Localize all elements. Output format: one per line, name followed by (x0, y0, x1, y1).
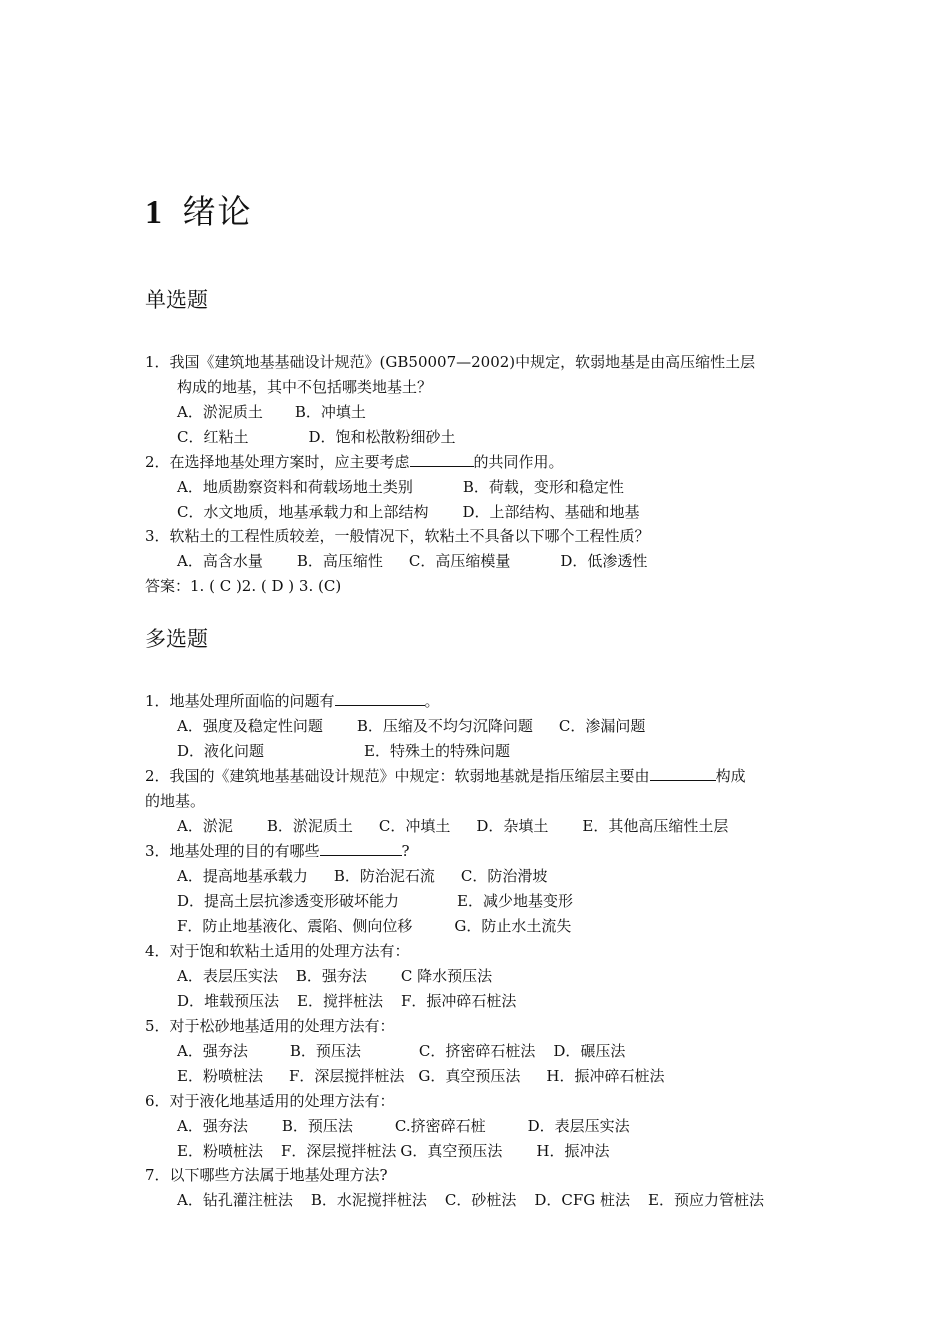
multi-q1-options-row2 (177, 742, 510, 760)
multi-q4-options-row2 (177, 992, 516, 1010)
option: D．碾压法 (553, 1042, 626, 1060)
option: B．防治泥石流 (333, 867, 435, 885)
option: F．深层搅拌桩法 (280, 1142, 397, 1160)
option: F．振冲碎石桩法 (400, 992, 517, 1010)
answer-blank (320, 842, 402, 856)
single-choice-heading: 单选题 (145, 288, 208, 312)
option: D．表层压实法 (527, 1117, 630, 1135)
option: B．预压法 (281, 1117, 353, 1135)
option: B．强夯法 (295, 967, 367, 985)
multi-q3-options-row1 (177, 867, 547, 885)
multi-q5-options-row1 (177, 1042, 625, 1060)
option: E．预应力管桩法 (648, 1191, 764, 1209)
option: C．水文地质，地基承载力和上部结构 (177, 503, 429, 521)
option: E．粉喷桩法 (177, 1067, 263, 1085)
multi-q7-options (177, 1191, 764, 1209)
chapter-title (145, 186, 253, 233)
chapter-number: 1 (145, 194, 164, 231)
option: D．上部结构、基础和地基 (462, 503, 640, 521)
single-q2: 2．在选择地基处理方案时，应主要考虑 的共同作用。 (145, 453, 564, 471)
multi-choice-heading: 多选题 (145, 627, 208, 651)
option: A．强夯法 (177, 1117, 248, 1135)
answer-blank (410, 453, 474, 467)
option: F．深层搅拌桩法 (288, 1067, 405, 1085)
multi-q1-options-row1 (177, 717, 645, 735)
option: H．振冲法 (536, 1142, 610, 1160)
option: A．地质勘察资料和荷载场地土类别 (177, 478, 413, 496)
option: E．其他高压缩性土层 (582, 817, 729, 835)
single-q2-options-row1 (177, 478, 624, 496)
multi-q2-line2: 的地基。 (145, 792, 206, 810)
option: A．提高地基承载力 (177, 867, 308, 885)
option: B．水泥搅拌桩法 (310, 1191, 427, 1209)
option: A．淤泥 (177, 817, 233, 835)
multi-q6-options-row1 (177, 1117, 630, 1135)
option: B．淤泥质土 (266, 817, 353, 835)
multi-q5: 5．对于松砂地基适用的处理方法有： (145, 1017, 395, 1035)
multi-q3-options-row2 (177, 892, 573, 910)
single-answer-key: 答案：1. ( C )2. ( D ) 3. (C) (145, 577, 342, 595)
single-q1-line1: 1．我国《建筑地基基础设计规范》(GB50007—2002)中规定，软弱地基是由高压缩性土层 (145, 353, 756, 371)
option: C．挤密碎石桩法 (418, 1042, 536, 1060)
multi-q3: 3．地基处理的目的有哪些 ? (145, 842, 410, 860)
option: E．特殊土的特殊问题 (364, 742, 510, 760)
option: A．强夯法 (177, 1042, 248, 1060)
multi-q1: 1．地基处理所面临的问题有 。 (145, 692, 440, 710)
option: E．搅拌桩法 (297, 992, 383, 1010)
multi-q6-options-row2 (177, 1142, 609, 1160)
option: B．预压法 (289, 1042, 361, 1060)
multi-q4-options-row1 (177, 967, 492, 985)
multi-q3-options-row3 (177, 917, 571, 935)
option: H．振冲碎石桩法 (546, 1067, 665, 1085)
option: E．粉喷桩法 (177, 1142, 263, 1160)
option: F．防止地基液化、震陷、侧向位移 (177, 917, 413, 935)
option: D．饱和松散粉细砂土 (308, 428, 456, 446)
option: B．压缩及不均匀沉降问题 (356, 717, 533, 735)
single-q1-line2: 构成的地基，其中不包括哪类地基土？ (177, 378, 433, 396)
multi-q2-options (177, 817, 728, 835)
option: D．堆载预压法 (177, 992, 280, 1010)
single-q2-options-row2 (177, 503, 640, 521)
option: A．表层压实法 (177, 967, 278, 985)
option: A．强度及稳定性问题 (177, 717, 323, 735)
option: E．减少地基变形 (457, 892, 573, 910)
multi-q7: 7．以下哪些方法属于地基处理方法? (145, 1166, 388, 1184)
option: G．真空预压法 (418, 1067, 521, 1085)
chapter-name: 绪论 (182, 192, 253, 231)
option: C．高压缩模量 (408, 552, 511, 570)
multi-q2-line1: 2．我国的《建筑地基基础设计规范》中规定：软弱地基就是指压缩层主要由 构成 (145, 767, 746, 785)
multi-q6: 6．对于液化地基适用的处理方法有： (145, 1092, 395, 1110)
single-q1-options-row2 (177, 428, 456, 446)
multi-q5-options-row2 (177, 1067, 664, 1085)
option: C．红粘土 (177, 428, 249, 446)
option: C 降水预压法 (400, 967, 493, 985)
single-q1-options-row1 (177, 403, 366, 421)
single-q3: 3．软粘土的工程性质较差，一般情况下，软粘土不具备以下哪个工程性质？ (145, 527, 650, 545)
answer-blank (650, 767, 716, 781)
option: C．砂桩法 (444, 1191, 517, 1209)
option: C．防治滑坡 (460, 867, 548, 885)
option: A．淤泥质土 (177, 403, 263, 421)
option: D．液化问题 (177, 742, 265, 760)
option: D．低渗透性 (560, 552, 648, 570)
option: A．高含水量 (177, 552, 263, 570)
option: G．真空预压法 (400, 1142, 503, 1160)
option: D．杂填土 (476, 817, 549, 835)
option: C．渗漏问题 (558, 717, 646, 735)
option: D．提高土层抗渗透变形破坏能力 (177, 892, 400, 910)
option: B．高压缩性 (296, 552, 383, 570)
multi-q4: 4．对于饱和软粘土适用的处理方法有： (145, 942, 410, 960)
option: C.挤密碎石桩 (394, 1117, 486, 1135)
option: G．防止水土流失 (454, 917, 572, 935)
option: B．荷载，变形和稳定性 (462, 478, 624, 496)
option: A．钻孔灌注桩法 (177, 1191, 293, 1209)
option: C．冲填土 (378, 817, 451, 835)
option: B．冲填土 (294, 403, 366, 421)
single-q3-options (177, 552, 647, 570)
answer-blank (335, 692, 425, 706)
option: D．CFG 桩法 (534, 1191, 631, 1209)
